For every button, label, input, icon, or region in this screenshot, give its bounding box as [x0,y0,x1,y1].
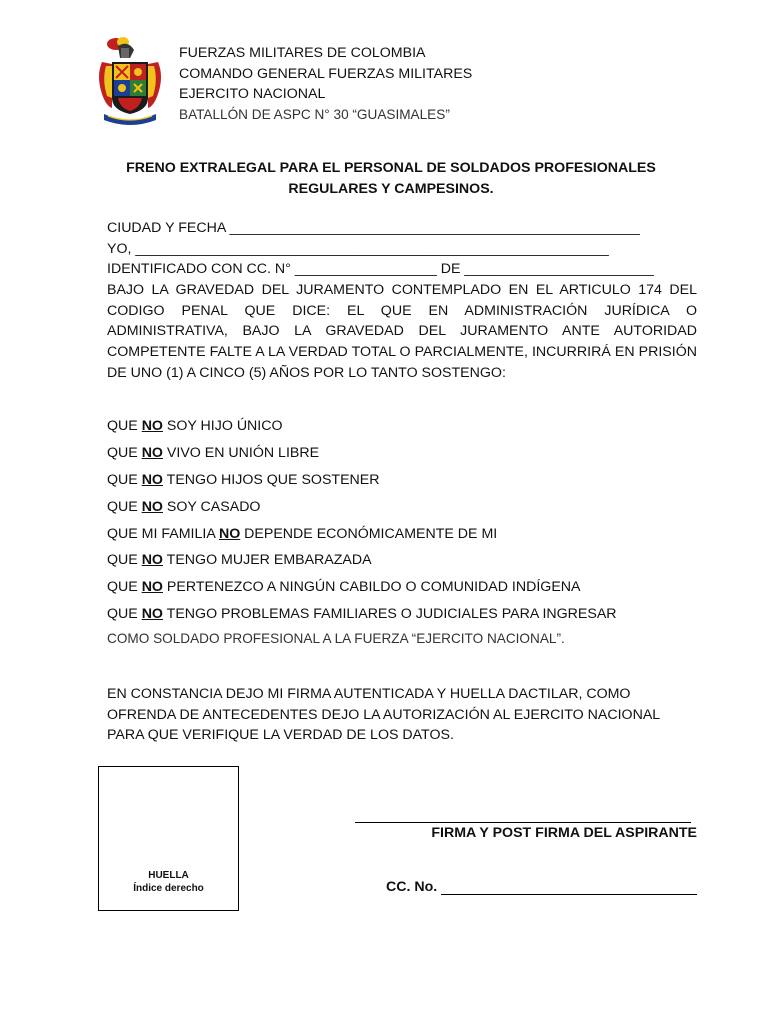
declaration-negation: NO [141,418,163,434]
signature-cc-row [386,878,697,895]
declaration-negation: NO [141,606,163,623]
declaration-text: PERTENEZCO A NINGÚN CABILDO O COMUNIDAD INDÍGENA [162,579,581,596]
personal-data-fields [107,218,697,280]
fingerprint-box[interactable] [98,766,239,911]
army-coat-of-arms-icon [94,36,166,128]
oath-paragraph: BAJO LA GRAVEDAD DEL JURAMENTO CONTEMPLADO EN EL ARTICULO 174 DEL CODIGO PENAL QUE DICE: EL QUE EN ADMINISTRACIÓN JURÍDICA O ADMINISTRATIVA, BAJO LA GRAVEDAD DEL JURAMENTO ANTE AUTORIDAD COMPETENTE FALTE A LA VERDAD TOTAL O PARCIALMENTE, INCURRIRÁ EN PRISIÓN DE UNO (1) A CINCO (5) AÑOS POR LO TANTO SOSTENGO: [107,282,697,381]
declaration-prefix: QUE [107,444,142,461]
title-line-2: REGULARES Y CAMPESINOS. [288,180,494,197]
cc-label: CC. No. [386,879,438,895]
declaration-text: VIVO EN UNIÓN LIBRE [162,444,320,461]
declaration-prefix: QUE MI FAMILIA [107,525,219,542]
declarations-list [107,416,707,631]
name-field[interactable]: YO, ____________________________________________________________ [107,240,609,257]
header-line-battalion: BATALLÓN DE ASPC N° 30 “GUASIMALES” [179,106,450,122]
declaration-item [107,577,707,604]
institution-header [179,43,472,125]
cc-number-field[interactable] [441,878,697,895]
declaration-item [107,470,707,497]
declaration-negation: NO [141,552,163,569]
as-soldier-line: COMO SOLDADO PROFESIONAL A LA FUERZA “EJERCITO NACIONAL”. [107,631,565,646]
declaration-item [107,443,707,470]
signature-line[interactable] [355,822,691,823]
declaration-text: TENGO HIJOS QUE SOSTENER [162,471,380,488]
declaration-negation: NO [218,525,241,542]
title-line-1: FRENO EXTRALEGAL PARA EL PERSONAL DE SOLDADOS PROFESIONALES [126,160,656,176]
signature-label: FIRMA Y POST FIRMA DEL ASPIRANTE [431,825,697,841]
declaration-text: SOY HIJO ÚNICO [162,418,283,434]
declaration-negation: NO [141,444,163,461]
declaration-prefix: QUE [107,579,142,596]
declaration-item [107,524,707,551]
declaration-text: TENGO PROBLEMAS FAMILIARES O JUDICIALES PARA INGRESAR [162,606,617,623]
header-line-army: EJERCITO NACIONAL [179,86,326,102]
declaration-negation: NO [141,579,163,596]
id-number-field[interactable]: IDENTIFICADO CON CC. N° __________________ DE ________________________ [107,261,654,277]
declaration-prefix: QUE [107,498,142,515]
declaration-text: TENGO MUJER EMBARAZADA [162,552,372,569]
declaration-negation: NO [141,471,163,488]
fingerprint-label-finger: Índice derecho [133,883,204,894]
declaration-item [107,604,707,631]
declaration-text: DEPENDE ECONÓMICAMENTE DE MI [240,525,498,542]
header-line-forces: FUERZAS MILITARES DE COLOMBIA [179,45,426,61]
fingerprint-label-title: HUELLA [148,870,189,881]
city-date-field[interactable]: CIUDAD Y FECHA ____________________________________________________ [107,220,640,236]
declaration-negation: NO [141,498,163,515]
declaration-item [107,550,707,577]
declaration-item [107,497,707,524]
declaration-prefix: QUE [107,606,142,623]
fingerprint-label [99,869,238,895]
document-title [96,158,686,199]
declaration-text: SOY CASADO [162,498,261,515]
declaration-item [107,416,707,443]
declaration-prefix: QUE [107,471,142,488]
declaration-prefix: QUE [107,418,142,434]
header-line-command: COMANDO GENERAL FUERZAS MILITARES [179,65,473,82]
closing-paragraph: EN CONSTANCIA DEJO MI FIRMA AUTENTICADA Y HUELLA DACTILAR, COMO OFRENDA DE ANTECEDENTES DEJO LA AUTORIZACIÓN AL EJERCITO NACIONAL PARA QUE VERIFIQUE LA VERDAD DE LOS DATOS. [107,686,660,744]
declaration-prefix: QUE [107,552,142,569]
